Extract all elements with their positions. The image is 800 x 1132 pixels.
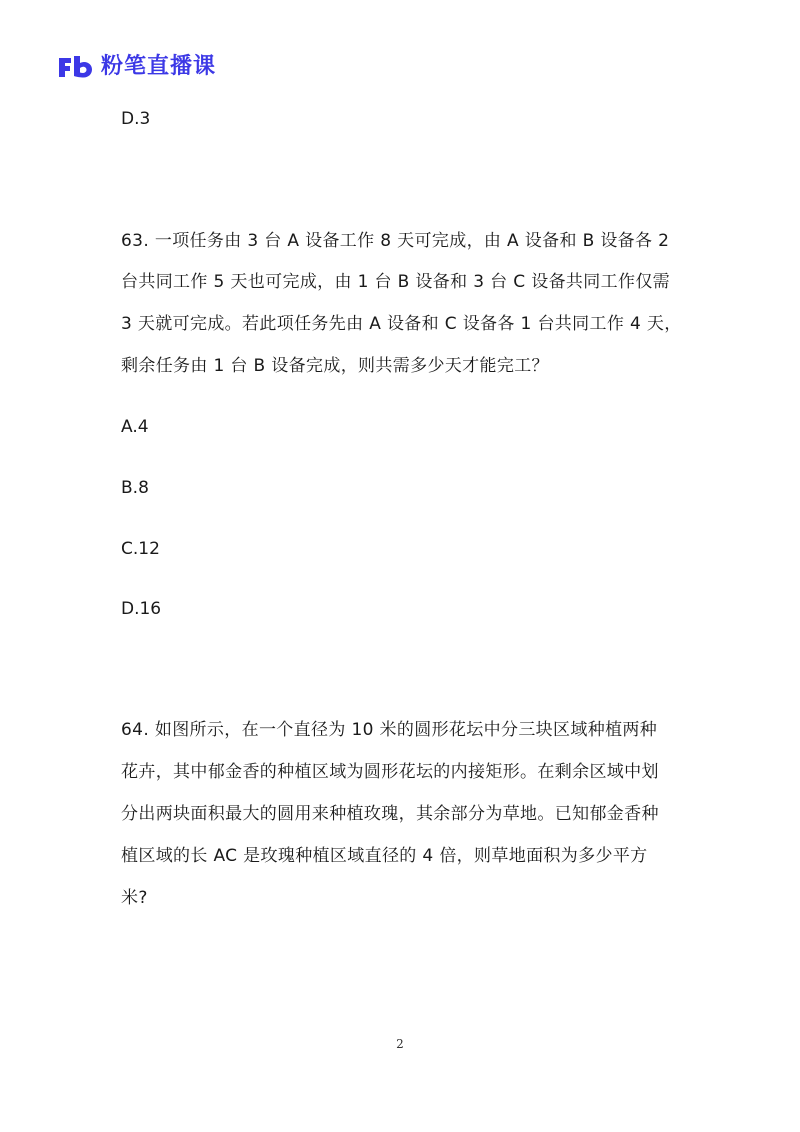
- question-64-line-5: 米?: [121, 888, 148, 908]
- question-64-line-2: 花卉，其中郁金香的种植区域为圆形花坛的内接矩形。在剩余区域中划: [121, 762, 659, 782]
- question-64-line-4: 植区域的长 AC 是玫瑰种植区域直径的 4 倍，则草地面积为多少平方: [121, 846, 648, 866]
- question-63-option-b: B.8: [121, 478, 149, 498]
- prev-option-d: D.3: [121, 109, 151, 129]
- question-63-option-c: C.12: [121, 539, 160, 559]
- brand-logo: [57, 52, 216, 82]
- question-63-line-3: 3 天就可完成。若此项任务先由 A 设备和 C 设备各 1 台共同工作 4 天，: [121, 314, 682, 334]
- question-64-line-3: 分出两块面积最大的圆用来种植玫瑰，其余部分为草地。已知郁金香种: [121, 804, 659, 824]
- logo-text: 粉笔直播课: [101, 54, 217, 79]
- question-63-option-a: A.4: [121, 417, 149, 437]
- question-63-line-2: 台共同工作 5 天也可完成，由 1 台 B 设备和 3 台 C 设备共同工作仅需: [121, 272, 671, 292]
- fb-logo-icon: [57, 54, 95, 80]
- question-64-line-1: 64. 如图所示，在一个直径为 10 米的圆形花坛中分三块区域种植两种: [121, 720, 658, 740]
- question-63-line-1: 63. 一项任务由 3 台 A 设备工作 8 天可完成，由 A 设备和 B 设备各 2: [121, 231, 670, 251]
- question-63-line-4: 剩余任务由 1 台 B 设备完成，则共需多少天才能完工？: [121, 356, 549, 376]
- question-63-option-d: D.16: [121, 599, 162, 619]
- page-number: 2: [396, 1037, 404, 1051]
